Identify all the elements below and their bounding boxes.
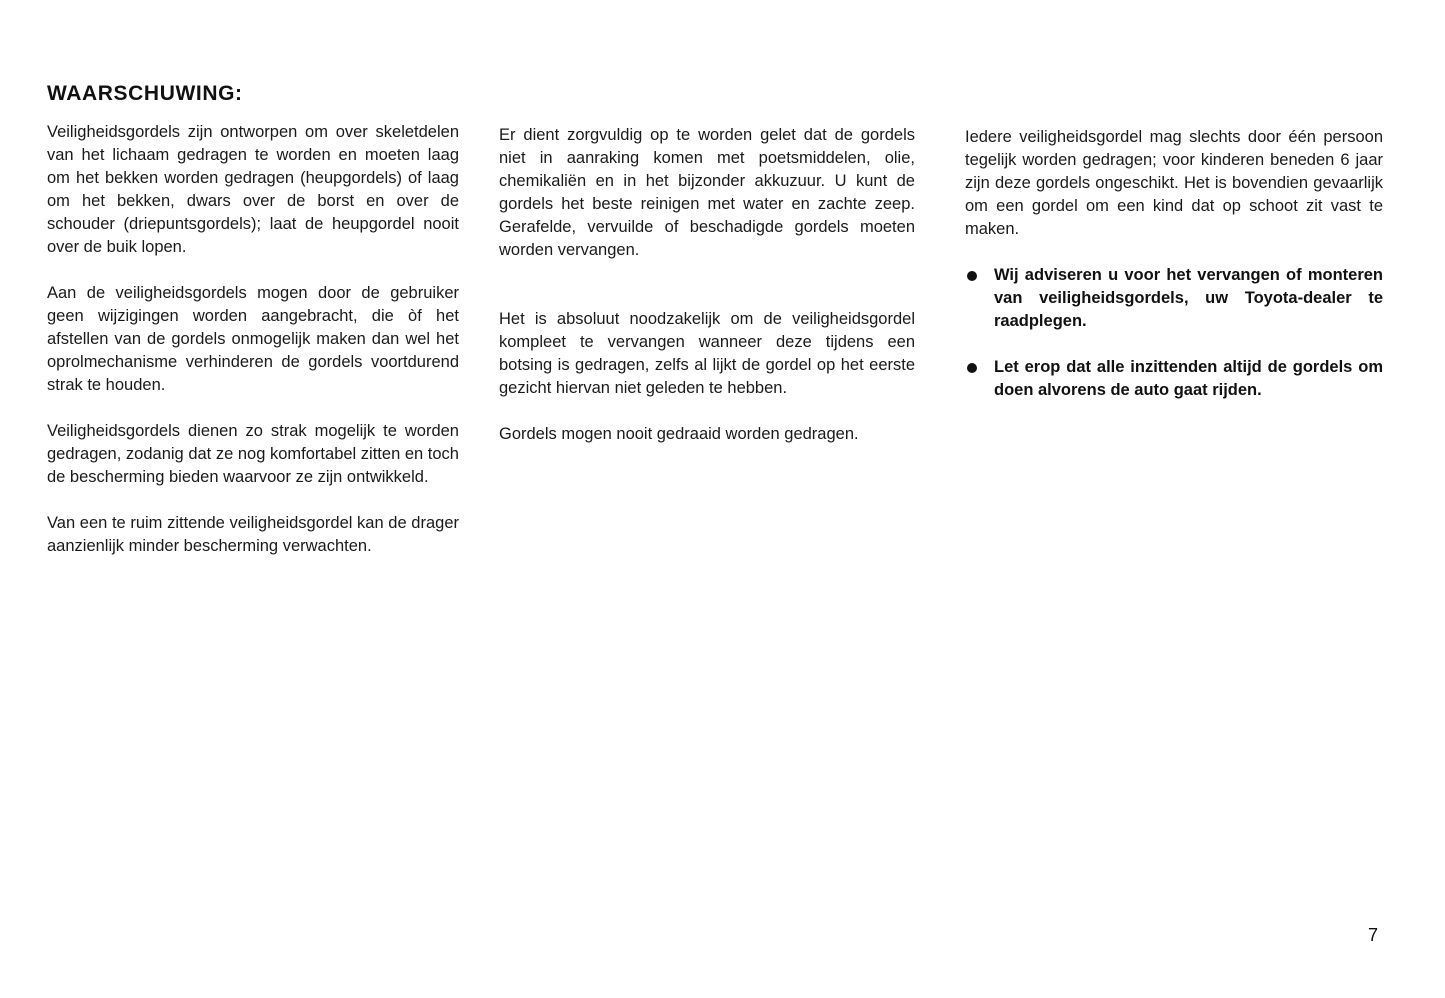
paragraph-no-twisting: Gordels mogen nooit gedraaid worden gedragen. — [499, 425, 859, 443]
column-right — [965, 126, 1383, 425]
list-item — [965, 264, 1383, 333]
column-middle — [499, 124, 915, 446]
paragraph-cleaning: Er dient zorgvuldig op te worden gelet dat de gordels niet in aanraking komen met poetsmiddelen, olie, chemikaliën en in het bijzonder akkuzuur. U kunt de gordels het beste reinigen met water en zachte zeep. Gerafelde, vervuilde of beschadigde gordels moeten worden vervangen. — [499, 126, 915, 259]
warning-heading: WAARSCHUWING: — [47, 82, 243, 105]
bullet-text-all-occupants: Let erop dat alle inzittenden altijd de gordels om doen alvorens de auto gaat rijden. — [994, 358, 1383, 399]
paragraph-replace-after-collision: Het is absoluut noodzakelijk om de veiligheidsgordel kompleet te vervangen wanneer deze tijdens een botsing is gedragen, zelfs al lijkt de gordel op het eerste gezicht hiervan niet geleden te hebben. — [499, 310, 915, 397]
bullet-text-dealer-advice: Wij adviseren u voor het vervangen of monteren van veiligheidsgordels, uw Toyota-dealer te raadplegen. — [994, 266, 1383, 330]
paragraph-no-modifications: Aan de veiligheidsgordels mogen door de gebruiker geen wijzigingen worden aangebracht, die òf het afstellen van de gordels onmogelijk maken dan wel het oprolmechanisme verhinderen de gordels voortdurend strak te houden. — [47, 284, 459, 394]
advice-list — [965, 264, 1383, 402]
paragraph-loose-fit: Van een te ruim zittende veiligheidsgordel kan de drager aanzienlijk minder bescherming verwachten. — [47, 514, 459, 555]
paragraph-one-person-per-belt: Iedere veiligheidsgordel mag slechts door één persoon tegelijk worden gedragen; voor kinderen beneden 6 jaar zijn deze gordels ongeschikt. Het is bovendien gevaarlijk om een gordel om een kind dat op schoot zit vast te maken. — [965, 128, 1383, 238]
bullet-icon — [967, 271, 977, 281]
list-item — [965, 356, 1383, 402]
paragraph-tight-fit: Veiligheidsgordels dienen zo strak mogelijk te worden gedragen, zodanig dat ze nog komfortabel zitten en toch de bescherming bieden waarvoor ze zijn ontwikkeld. — [47, 422, 459, 486]
column-left — [47, 121, 459, 558]
paragraph-wearing-position: Veiligheidsgordels zijn ontworpen om over skeletdelen van het lichaam gedragen te worden en moeten laag om het bekken worden gedragen (heupgordels) of laag om het bekken, dwars over de borst en over de schouder (driepuntsgordels); laat de heupgordel nooit over de buik lopen. — [47, 123, 459, 256]
bullet-icon — [967, 363, 977, 373]
page-number: 7 — [1368, 925, 1379, 945]
